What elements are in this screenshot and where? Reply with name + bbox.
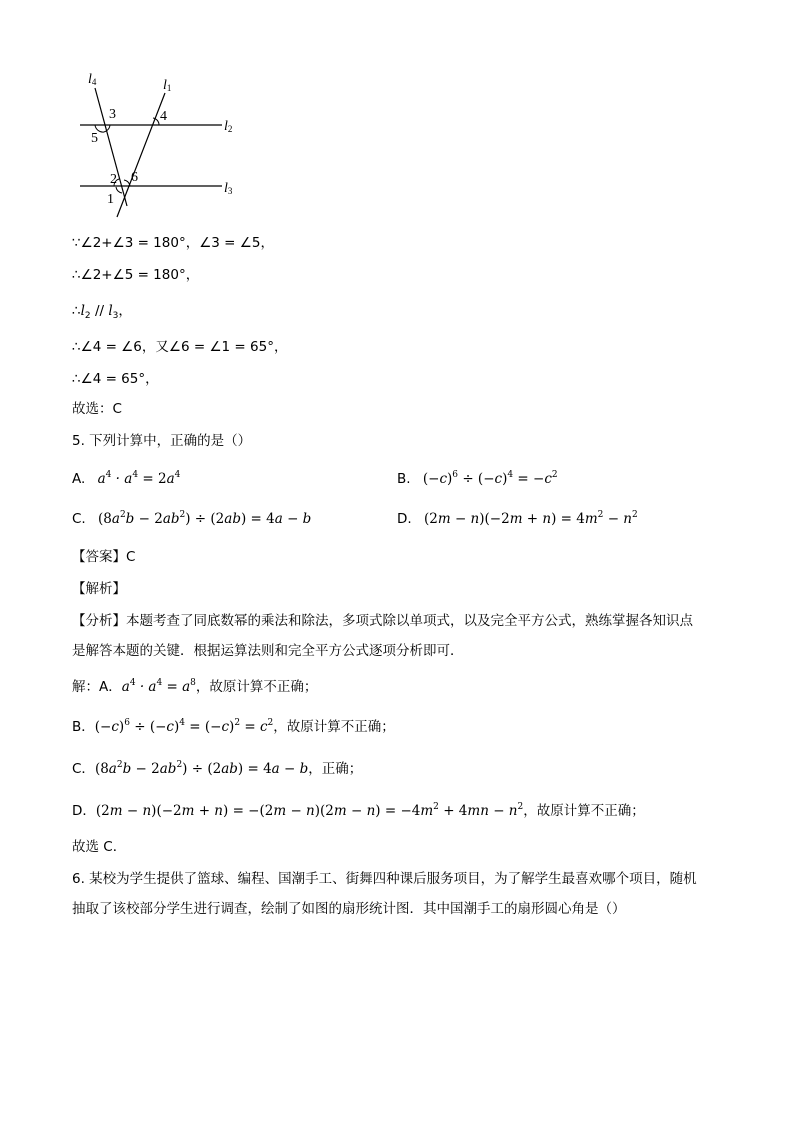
q5-option-b-label: B. bbox=[397, 471, 411, 487]
q5-option-d: D. $(2m - n)(-2m + n) = 4m^2 - n^2$ bbox=[397, 510, 638, 527]
q5-solution-a: 解：A．$a^4 \cdot a^4 = a^8$，故原计算不正确； bbox=[72, 678, 318, 695]
line-l1 bbox=[117, 93, 165, 217]
q5-analysis-line-2: 是解答本题的关键．根据运算法则和完全平方公式逐项分析即可． bbox=[72, 643, 464, 659]
q5-solution-c-pre: C． bbox=[72, 761, 95, 777]
proof-l2: l bbox=[80, 303, 85, 319]
proof-l2-sub: 2 bbox=[84, 311, 91, 321]
angle-label-1: 1 bbox=[107, 192, 114, 207]
label-l2: l2 bbox=[224, 119, 233, 134]
q5-solution-d-post: ，故原计算不正确； bbox=[523, 803, 645, 819]
angle-label-2: 2 bbox=[110, 172, 117, 187]
proof-line-3 bbox=[72, 302, 132, 320]
label-l3: l3 bbox=[224, 181, 233, 196]
q5-final: 故选 C． bbox=[72, 839, 127, 855]
proof-line-3-pre: ∴ bbox=[72, 303, 81, 319]
q5-solution-d-pre: D． bbox=[72, 803, 96, 819]
q5-solution-b: B．$(-c)^6 \div (-c)^4 = (-c)^2 = c^2$，故原计算不正确； bbox=[72, 718, 395, 735]
q5-option-b: B. $(-c)^6 \div (-c)^4 = -c^2$ bbox=[397, 470, 558, 487]
q5-option-c: C. $(8a^2b - 2ab^2) \div (2ab) = 4a - b$ bbox=[72, 510, 312, 527]
proof-line-4: ∴∠4 = ∠6，又∠6 = ∠1 = 65°， bbox=[72, 339, 288, 355]
q5-option-a: A. $a^4 \cdot a^4 = 2a^4$ bbox=[72, 470, 181, 487]
q6-stem-line-1: 6. 某校为学生提供了篮球、编程、国潮手工、街舞四种课后服务项目，为了解学生最喜欢哪个项目，随机 bbox=[72, 871, 697, 887]
proof-line-5: ∴∠4 = 65°， bbox=[72, 371, 159, 387]
q5-solution-b-post: ，故原计算不正确； bbox=[273, 719, 395, 735]
q5-analysis-tag: 【解析】 bbox=[72, 581, 126, 597]
proof-line-2: ∴∠2+∠5 = 180°， bbox=[72, 267, 200, 283]
proof-line-1: ∵∠2+∠3 = 180°，∠3 = ∠5， bbox=[72, 235, 274, 251]
q5-solution-c: C．$(8a^2b - 2ab^2) \div (2ab) = 4a - b$，正确； bbox=[72, 760, 363, 777]
q5-analysis-line-1: 【分析】本题考查了同底数幂的乘法和除法，多项式除以单项式，以及完全平方公式，熟练掌握各知识点 bbox=[72, 613, 693, 629]
q5-option-a-label: A. bbox=[72, 471, 86, 487]
q6-stem-line-2: 抽取了该校部分学生进行调查，绘制了如图的扇形统计图．其中国潮手工的扇形圆心角是（） bbox=[72, 901, 626, 917]
proof-l3-sub: 3 bbox=[112, 311, 119, 321]
q5-stem: 5. 下列计算中，正确的是（） bbox=[72, 433, 252, 449]
q5-solution-a-pre: 解：A． bbox=[72, 679, 122, 695]
angle-label-3: 3 bbox=[109, 107, 116, 122]
label-l1: l1 bbox=[163, 78, 172, 93]
angle-label-6: 6 bbox=[131, 170, 138, 185]
line-l4 bbox=[95, 88, 127, 206]
proof-line-3-post: ， bbox=[118, 303, 132, 319]
proof-l3: l bbox=[108, 303, 113, 319]
q5-solution-c-post: ，正确； bbox=[308, 761, 363, 777]
angle-label-5: 5 bbox=[91, 131, 98, 146]
label-l4: l4 bbox=[88, 72, 97, 87]
q5-solution-a-post: ，故原计算不正确； bbox=[195, 679, 318, 695]
parallel-lines-figure bbox=[0, 0, 794, 230]
angle-arc-1 bbox=[116, 187, 122, 193]
q5-answer: 【答案】C bbox=[72, 549, 136, 565]
proof-parallel: // bbox=[90, 303, 109, 319]
proof-answer: 故选：C bbox=[72, 401, 122, 417]
q5-solution-b-pre: B． bbox=[72, 719, 95, 735]
q5-option-d-label: D. bbox=[397, 511, 412, 527]
q5-option-c-label: C. bbox=[72, 511, 86, 527]
angle-label-4: 4 bbox=[160, 109, 167, 124]
q5-solution-d: D．$(2m - n)(-2m + n) = -(2m - n)(2m - n) = -4m^2 + 4mn - n^2$，故原计算不正确； bbox=[72, 802, 645, 819]
